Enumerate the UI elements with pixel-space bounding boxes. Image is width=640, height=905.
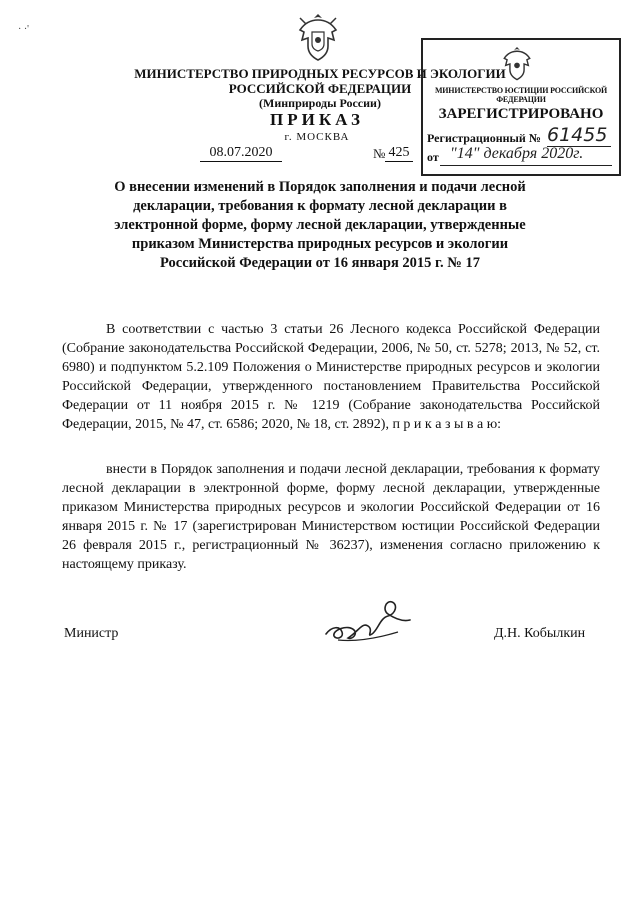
order-date: 08.07.2020 (200, 145, 282, 162)
ministry-short-name: (Минприроды России) (259, 96, 381, 110)
handwritten-signature (318, 596, 418, 654)
paragraph-text: В соответствии с частью 3 статьи 26 Лесного кодекса Российской Федерации (Собрание законодательства Российской Федерации, 2006, № 50, ст. 5278; 2013, № 52, ст. 6980) и подпунктом 5.2.109 Положения о Министерстве природных ресурсов и экологии Российской Федерации, утвержденного постановлением Правительства Российской Федерации от 11 ноября 2015 г. № 1219 (Собрание законодательства Российской Федерации, 2015, № 47, ст. 6586; 2020, № 18, ст. 2892), п р и к а з ы в а ю: (62, 322, 600, 432)
stamp-regnum-label: Регистрационный № (427, 131, 541, 145)
document-title: О внесении изменений в Порядок заполнения и подачи лесной декларации, требования к формату лесной декларации в электронной форме, форму лесной декларации, утвержденные приказом Министерства природных ресурсов и экологии Российской Федерации от 16 января 2015 г. № 17 (114, 179, 526, 271)
paragraph-text: внести в Порядок заполнения и подачи лесной декларации, требования к формату лесной декларации в электронной форме, форму лесной декларации, утвержденные приказом Министерства природных ресурсов и экологии Российской Федерации от 16 января 2015 г. № 17 (зарегистрирован Министерством юстиции Российской Федерации 26 февраля 2015 г., регистрационный № 36237), изменения согласно приложению к настоящему приказу. (62, 462, 600, 572)
scan-marks: · ·' (18, 24, 29, 35)
stamp-regnum-value: 61455 (547, 124, 608, 146)
ministry-name-line1: МИНИСТЕРСТВО ПРИРОДНЫХ РЕСУРСОВ И ЭКОЛОГИИ (134, 66, 506, 81)
coat-of-arms-icon (500, 44, 534, 84)
number-sign: № (373, 146, 386, 161)
signatory-name: Д.Н. Кобылкин (494, 626, 586, 641)
ministry-name-line2: РОССИЙСКОЙ ФЕДЕРАЦИИ (228, 81, 412, 96)
signatory-position: Министр (64, 626, 119, 641)
coat-of-arms-icon (294, 10, 342, 66)
stamp-ministry: МИНИСТЕРСТВО ЮСТИЦИИ РОССИЙСКОЙ ФЕДЕРАЦИИ (434, 86, 608, 104)
document-type: ПРИКАЗ (270, 110, 364, 129)
stamp-status: ЗАРЕГИСТРИРОВАНО (438, 106, 604, 122)
stamp-date-value: "14" декабря 2020г. (450, 145, 584, 162)
body-paragraph-1 (62, 320, 600, 434)
stamp-underline (440, 165, 612, 166)
city: г. МОСКВА (284, 131, 350, 143)
stamp-date-label: от (427, 150, 439, 164)
body-paragraph-2 (62, 460, 600, 574)
order-number: 425 (385, 145, 413, 162)
